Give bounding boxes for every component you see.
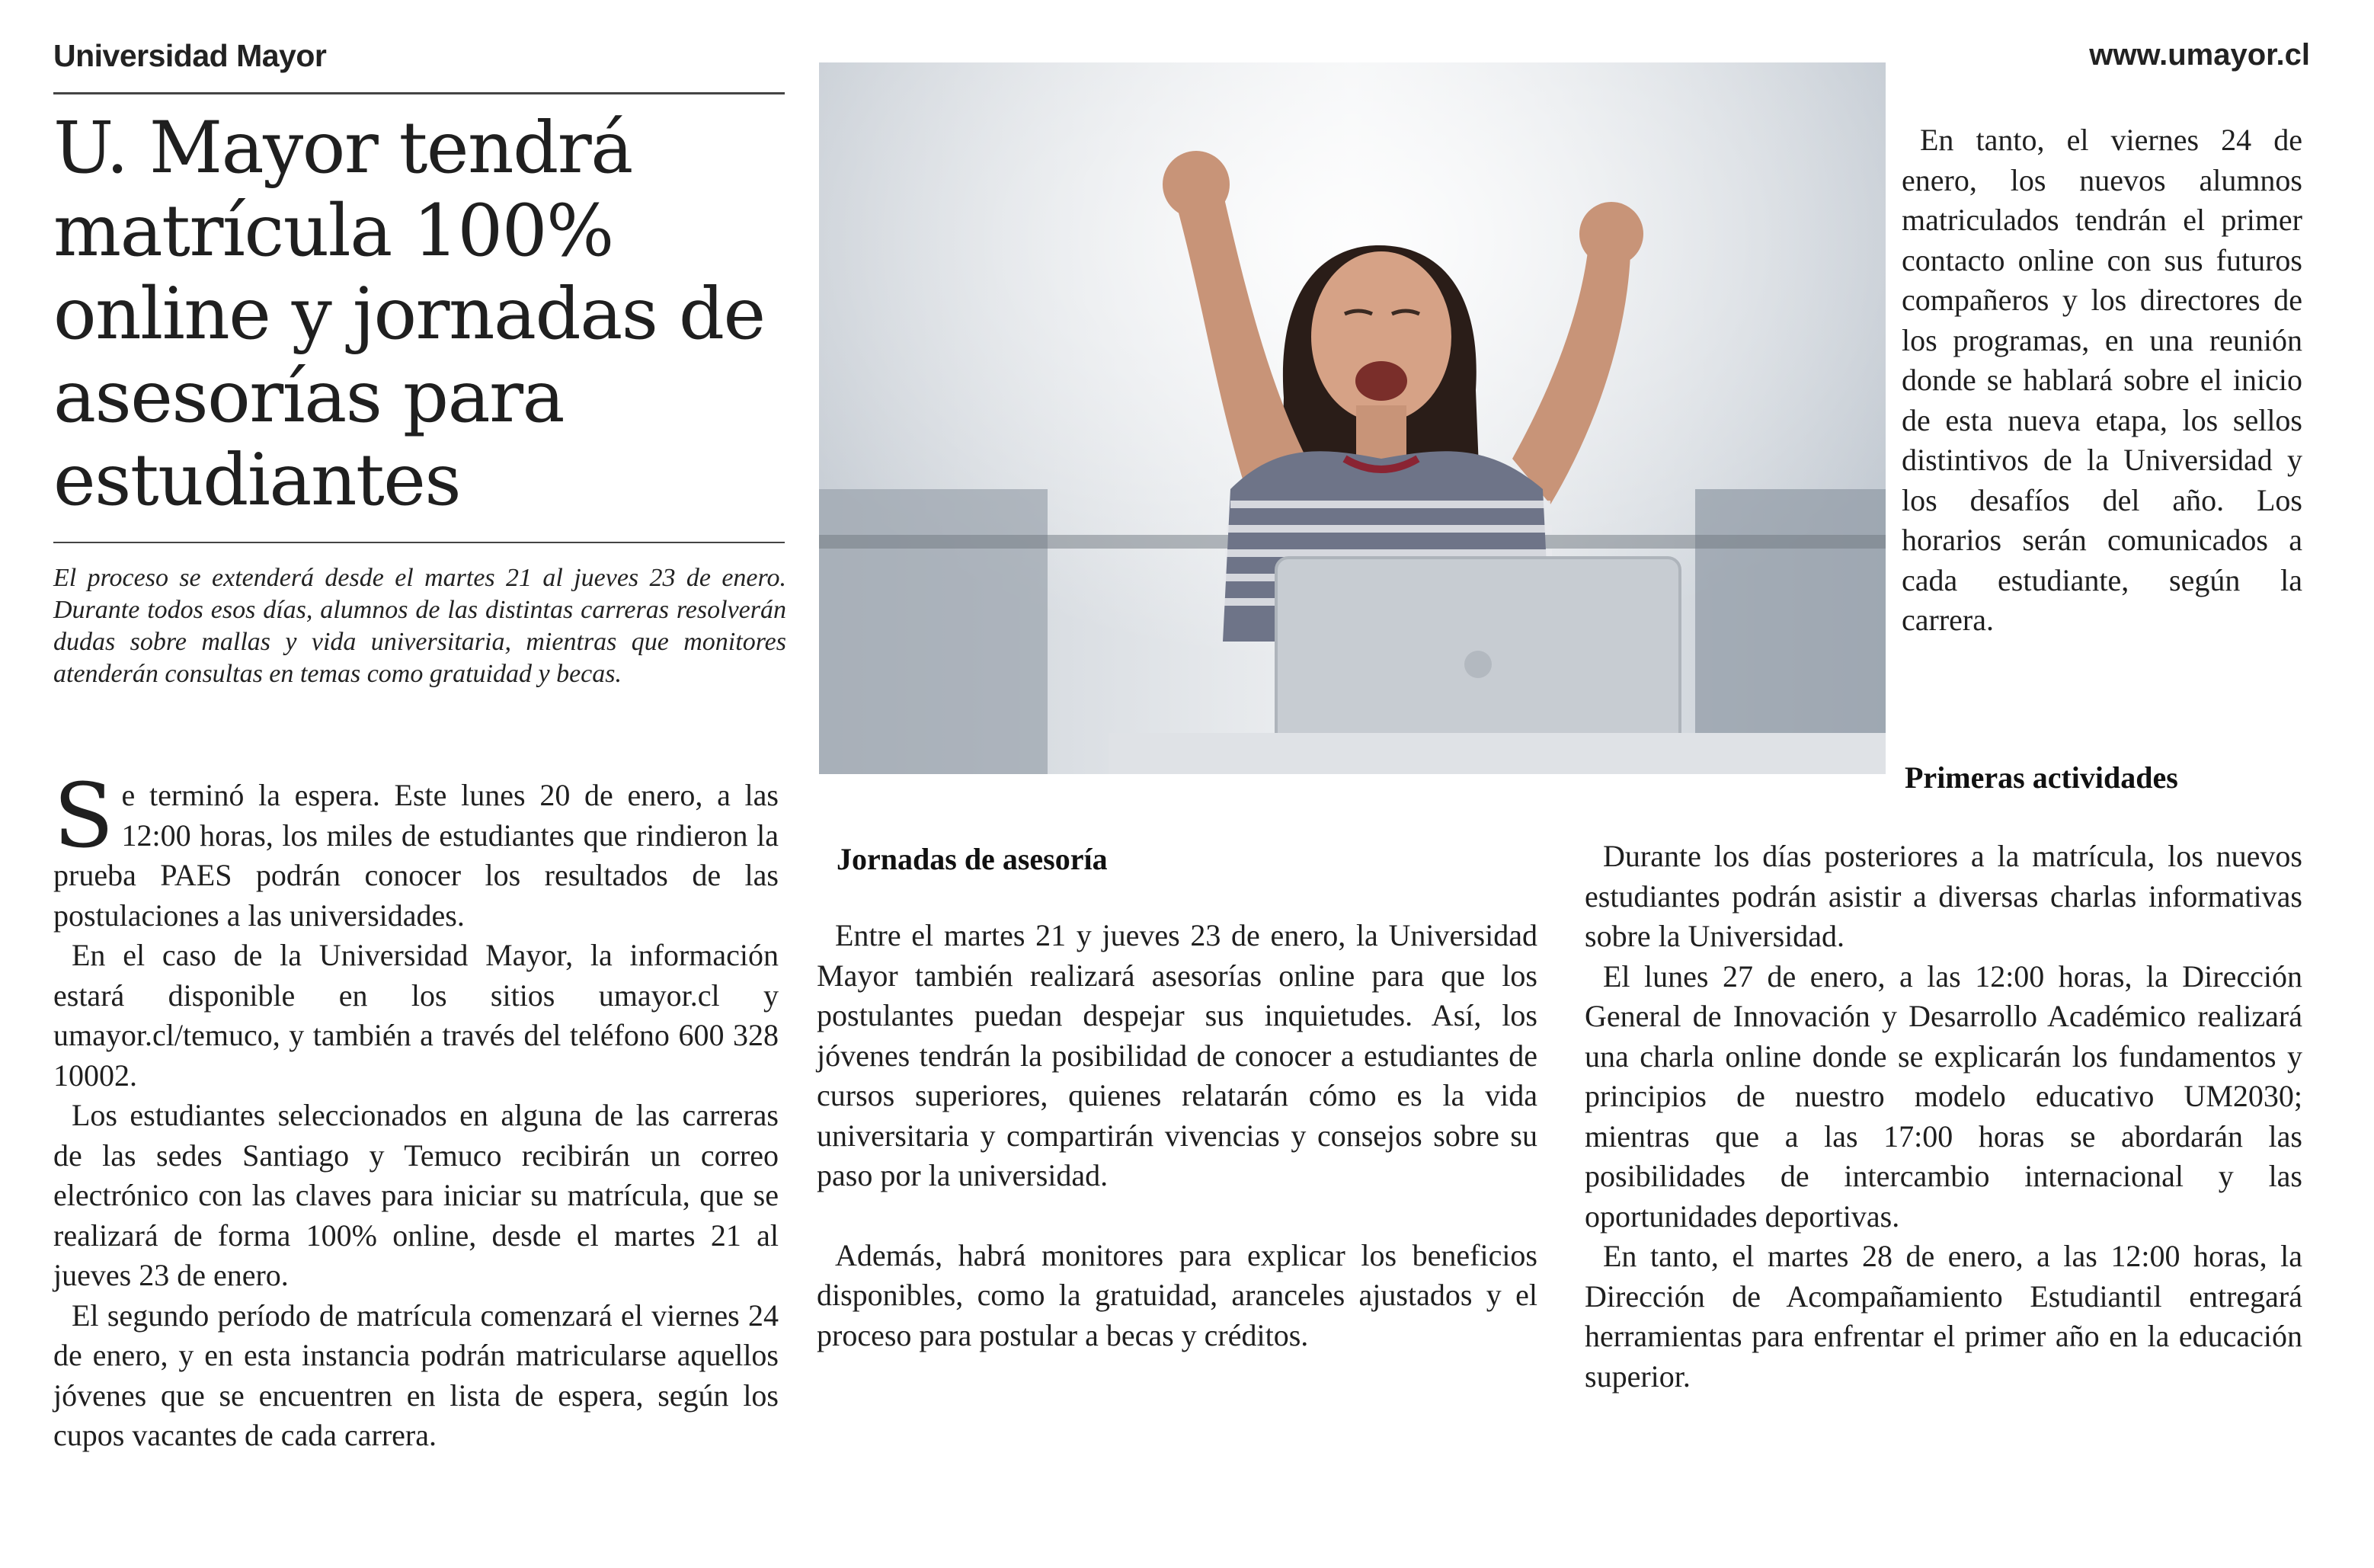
paragraph: El segundo período de matrícula comenzará el viernes 24 de enero, y en esta instancia podrán matricularse aquellos jóvenes que se encuentren en lista de espera, según los cupos vacantes de cada carrera. [53, 1298, 779, 1452]
paragraph: El lunes 27 de enero, a las 12:00 horas, la Dirección General de Innovación y Desarrollo Académico realizará una charla online donde se explicarán los fundamentos y principios de nuestro modelo educativo UM2030; mientras que a las 17:00 horas se abordarán las posibilidades de intercambio internacional y las oportunidades deportivas. [1585, 958, 2302, 1234]
paragraph-opening: Se terminó la espera. Este lunes 20 de enero, a las 12:00 horas, los miles de estudiantes que rindieron la prueba PAES podrán conocer los resultados de las postulaciones a las universidades. [53, 765, 779, 933]
header-divider [53, 92, 785, 94]
drop-cap: S [53, 765, 114, 868]
subheading-asesoria: Jornadas de asesoría [837, 842, 1108, 876]
body-column-2 [817, 916, 1537, 1355]
paragraph: Los estudiantes seleccionados en alguna de las carreras de las sedes Santiago y Temuco recibirán un correo electrónico con las claves para iniciar su matrícula, que se realizará de forma 100% online, desde el martes 21 al jueves 23 de enero. [53, 1098, 779, 1292]
paragraph: En el caso de la Universidad Mayor, la información estará disponible en los sitios umayor.cl y umayor.cl/temuco, y también a través del teléfono 600 328 10002. [53, 938, 779, 1093]
body-column-3-top [1902, 120, 2302, 641]
article-lead: El proceso se extenderá desde el martes 21 al jueves 23 de enero. Durante todos esos días, alumnos de las distintas carreras resolverán dudas sobre mallas y vida universitaria, mientras que monitores atenderán consultas en temas como gratuidad y becas. [53, 564, 786, 688]
body-column-3 [1585, 837, 2302, 1397]
paragraph: En tanto, el martes 28 de enero, a las 12:00 horas, la Dirección de Acompañamiento Estudiantil entregará herramientas para enfrentar el primer año en la educación superior. [1585, 1239, 2302, 1394]
paragraph: En tanto, el viernes 24 de enero, los nuevos alumnos matriculados tendrán el primer contacto online con sus futuros compañeros y los directores de los programas, en una reunión donde se hablará sobre el inicio de esta nueva etapa, los sellos distintivos de la Universidad y los desafíos del año. Los horarios serán comunicados a cada estudiante, según la carrera. [1902, 123, 2302, 637]
paragraph: Entre el martes 21 y jueves 23 de enero, la Universidad Mayor también realizará asesorías online para que los postulantes puedan despejar sus inquietudes. Así, los jóvenes tendrán la posibilidad de conocer a estudiantes de cursos superiores, quienes relatarán cómo es la vida universitaria y compartirán vivencias y consejos sobre su paso por la universidad. [817, 918, 1537, 1192]
paragraph: Durante los días posteriores a la matrícula, los nuevos estudiantes podrán asistir a diversas charlas informativas sobre la Universidad. [1585, 839, 2302, 953]
student-celebrating-image [819, 62, 1886, 774]
publication-source: Universidad Mayor [53, 38, 327, 73]
subheading-actividades: Primeras actividades [1905, 760, 2178, 795]
publication-url[interactable]: www.umayor.cl [2089, 38, 2310, 72]
paragraph: Además, habrá monitores para explicar los beneficios disponibles, como la gratuidad, aranceles ajustados y el proceso para postular a becas y créditos. [817, 1237, 1537, 1352]
body-column-1 [53, 765, 779, 1456]
article-headline: U. Mayor tendrá matrícula 100% online y jornadas de asesorías para estudiantes [53, 107, 765, 522]
article-photo [819, 62, 1886, 774]
headline-divider [53, 542, 785, 543]
